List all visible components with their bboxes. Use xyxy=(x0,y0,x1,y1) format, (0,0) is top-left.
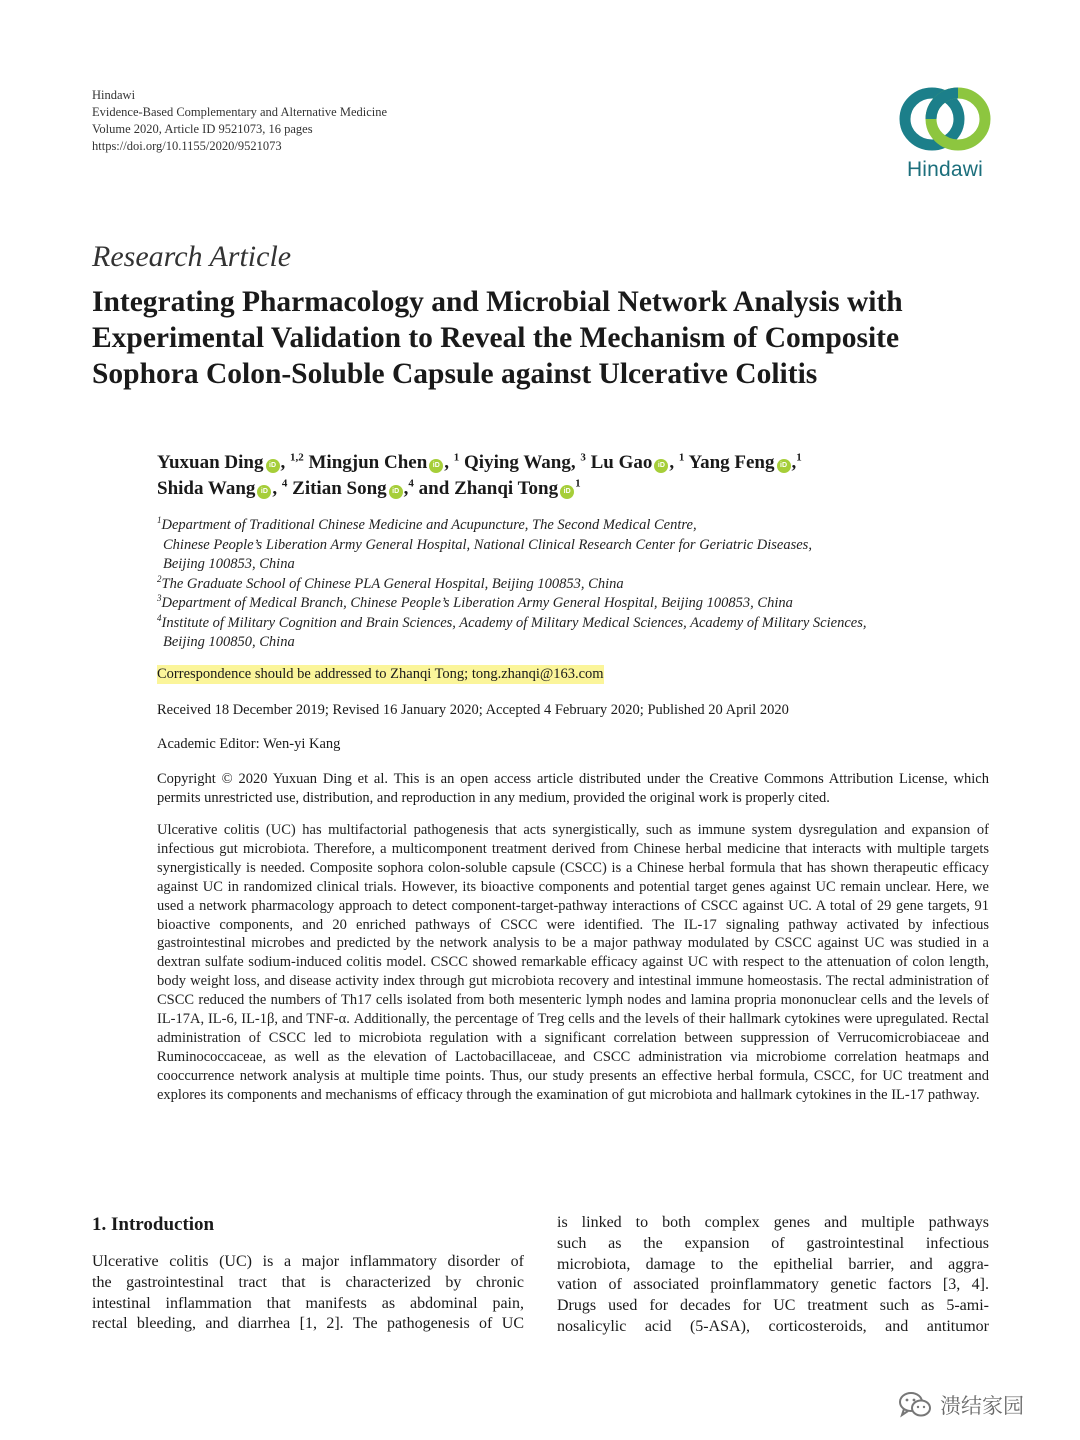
text-line: Drugs used for decades for UC treatment such as 5-ami- xyxy=(557,1297,989,1315)
affiliation-continued: Chinese People’s Liberation Army General Hospital, National Clinical Research Center for Geriatric Diseases, xyxy=(163,536,812,553)
author-name[interactable]: Yang Feng xyxy=(688,452,775,473)
academic-editor: Academic Editor: Wen-yi Kang xyxy=(157,736,341,752)
author-affiliation-mark: 3 xyxy=(580,451,586,464)
author-name[interactable]: Shida Wang xyxy=(157,478,256,499)
article-title xyxy=(92,284,992,392)
text-line: rectal bleeding, and diarrhea [1, 2]. The pathogenesis of UC xyxy=(92,1315,524,1333)
text-line: nosalicylic acid (5-ASA), corticosteroids, and antitumor xyxy=(557,1317,989,1335)
author-affiliation-mark: 4 xyxy=(281,477,288,490)
journal-info xyxy=(92,87,387,155)
hindawi-logo-text: Hindawi xyxy=(906,158,984,181)
author-affiliation-mark: 1 xyxy=(575,477,581,490)
hindawi-rings-icon xyxy=(895,86,995,154)
title-line: Sophora Colon-Soluble Capsule against Ulcerative Colitis xyxy=(92,358,818,390)
title-line: Integrating Pharmacology and Microbial Network Analysis with xyxy=(92,286,903,318)
author-affiliation-mark: 1,2 xyxy=(290,451,304,464)
affiliation: $^2$The Graduate School of Chinese PLA General Hospital, Beijing 100853, China xyxy=(157,573,624,592)
orcid-icon[interactable]: iD xyxy=(560,485,574,499)
author-name[interactable]: Zhanqi Tong xyxy=(454,478,559,499)
wechat-watermark xyxy=(898,1385,1024,1425)
orcid-icon[interactable]: iD xyxy=(654,459,668,473)
text-line: microbiota, damage to the epithelial barrier, and aggra- xyxy=(557,1255,989,1273)
affiliation: $^1$Department of Traditional Chinese Medicine and Acupuncture, The Second Medical Centre, xyxy=(157,515,697,533)
author-name[interactable]: Zitian Song xyxy=(292,478,387,499)
intro-left-column xyxy=(92,1252,524,1335)
author-list xyxy=(157,450,997,502)
abstract: Ulcerative colitis (UC) has multifactorial pathogenesis that acts synergistically, such as immune system dysregulation and expansion of infectious gut microbiota. Therefore, a multicomponent treatment derived from Chinese herbal medicine that interacts with multiple targets synergistically is needed. Composite sophora colon-soluble capsule (CSCC) is a Chinese herbal formula that has shown therapeutic efficacy against UC in randomized clinical trials. However, its bioactive components and potential target genes against UC remain unclear. Here, we used a network pharmacology approach to detect component-target-pathway interactions of CSCC against UC. A total of 29 gene targets, 91 bioactive components, and 20 enriched pathways of CSCC were identified. The IL-17 signaling pathway activated by infectious gastrointestinal microbes and predicted by the network analysis to be a major pathway modulated by CSCC against UC was studied in a dextran sulfate sodium-induced colitis model. CSCC showed remarkable efficacy against UC with respect to the attenuation of colon length, body weight loss, and disease activity index through gut microbiota recovery and intestinal immune homeostasis. The rectal administration of CSCC reduced the numbers of Th17 cells isolated from both mesenteric lymph nodes and lamina propria mononuclear cells and the levels of IL-17A, IL-6, IL-1β, and TNF-α. Additionally, the percentage of Treg cells and the levels of their hallmark cytokines were upregulated. Rectal administration of CSCC led to microbiota regulation with a significant correlation between suppression of Verrucomicrobiaceae and Ruminococcaceae, as well as the elevation of Lactobacillaceae, and CSCC administration via microbiome correlation heatmaps and cooccurrence network analysis at multiple time points. Thus, our study presents an effective herbal formula, CSCC, for UC treatment and explores its components and mechanisms of efficacy through the examination of gut microbiota and hallmark cytokines in the IL-17 pathway. xyxy=(157,822,989,1103)
orcid-icon[interactable]: iD xyxy=(389,485,403,499)
orcid-icon[interactable]: iD xyxy=(257,485,271,499)
affiliation-continued: Beijing 100853, China xyxy=(163,556,295,572)
author-affiliation-mark: 4 xyxy=(408,477,414,490)
affiliation-continued: Beijing 100850, China xyxy=(163,634,295,650)
text-line: such as the expansion of gastrointestinal infectious xyxy=(557,1234,989,1252)
author-affiliation-mark: 1 xyxy=(453,451,460,464)
affiliations xyxy=(157,516,997,653)
author-affiliation-mark: 1 xyxy=(678,451,685,464)
watermark-text: 溃结家园 xyxy=(940,1394,1024,1418)
correspondence-note[interactable]: Correspondence should be addressed to Zhanqi Tong; tong.zhanqi@163.com xyxy=(157,666,604,682)
publication-dates: Received 18 December 2019; Revised 16 January 2020; Accepted 4 February 2020; Published 20 April 2020 xyxy=(157,702,789,718)
title-line: Experimental Validation to Reveal the Mechanism of Composite xyxy=(92,322,900,354)
journal-volume: Volume 2020, Article ID 9521073, 16 pages xyxy=(92,122,313,136)
author-name[interactable]: Mingjun Chen xyxy=(308,452,428,473)
author-line: Yuxuan Ding iD , $^{1,2}$ Mingjun Chen iD , $^1$ Qiying Wang, $^3$ Lu Gao iD , $^1$ Yang Feng iD ,$^1$ xyxy=(157,451,802,473)
affiliation: $^3$Department of Medical Branch, Chinese People’s Liberation Army General Hospital, Beijing 100853, China xyxy=(157,593,793,611)
author-line: Shida Wang iD , $^4$ Zitian Song iD ,$^4$ and Zhanqi Tong $iD^1$ xyxy=(157,477,581,499)
text-line: the gastrointestinal tract that is characterized by chronic xyxy=(92,1273,524,1291)
orcid-icon[interactable]: iD xyxy=(429,459,443,473)
author-name[interactable]: Lu Gao xyxy=(590,452,653,473)
text-line: is linked to both complex genes and multiple pathways xyxy=(557,1214,989,1231)
article-type: Research Article xyxy=(92,240,292,273)
affiliation: $^4$Institute of Military Cognition and Brain Sciences, Academy of Military Medical Sciences, Academy of Military Sciences, xyxy=(157,612,867,631)
journal-name: Evidence-Based Complementary and Alternative Medicine xyxy=(92,105,388,119)
copyright-notice: Copyright © 2020 Yuxuan Ding et al. This is an open access article distributed under the Creative Commons Attribution License, which permits unrestricted use, distribution, and reproduction in any medium, provided the original work is properly cited. xyxy=(157,771,989,806)
intro-right-column xyxy=(557,1213,989,1338)
wechat-icon xyxy=(898,1390,932,1420)
author-affiliation-mark: 1 xyxy=(796,451,802,464)
section-title: 1. Introduction xyxy=(92,1214,215,1235)
orcid-icon[interactable]: iD xyxy=(777,459,791,473)
text-line: intestinal inflammation that manifests as abdominal pain, xyxy=(92,1294,524,1312)
author-name[interactable]: Yuxuan Ding xyxy=(157,452,264,473)
author-name[interactable]: Qiying Wang xyxy=(464,452,571,473)
orcid-icon[interactable]: iD xyxy=(266,459,280,473)
hindawi-logo xyxy=(895,86,995,186)
text-line: vation of associated proinflammatory genetic factors [3, 4]. xyxy=(557,1276,989,1294)
publisher-name: Hindawi xyxy=(92,88,136,102)
doi-link[interactable]: https://doi.org/10.1155/2020/9521073 xyxy=(92,139,282,153)
text-line: Ulcerative colitis (UC) is a major inflammatory disorder of xyxy=(92,1253,524,1270)
